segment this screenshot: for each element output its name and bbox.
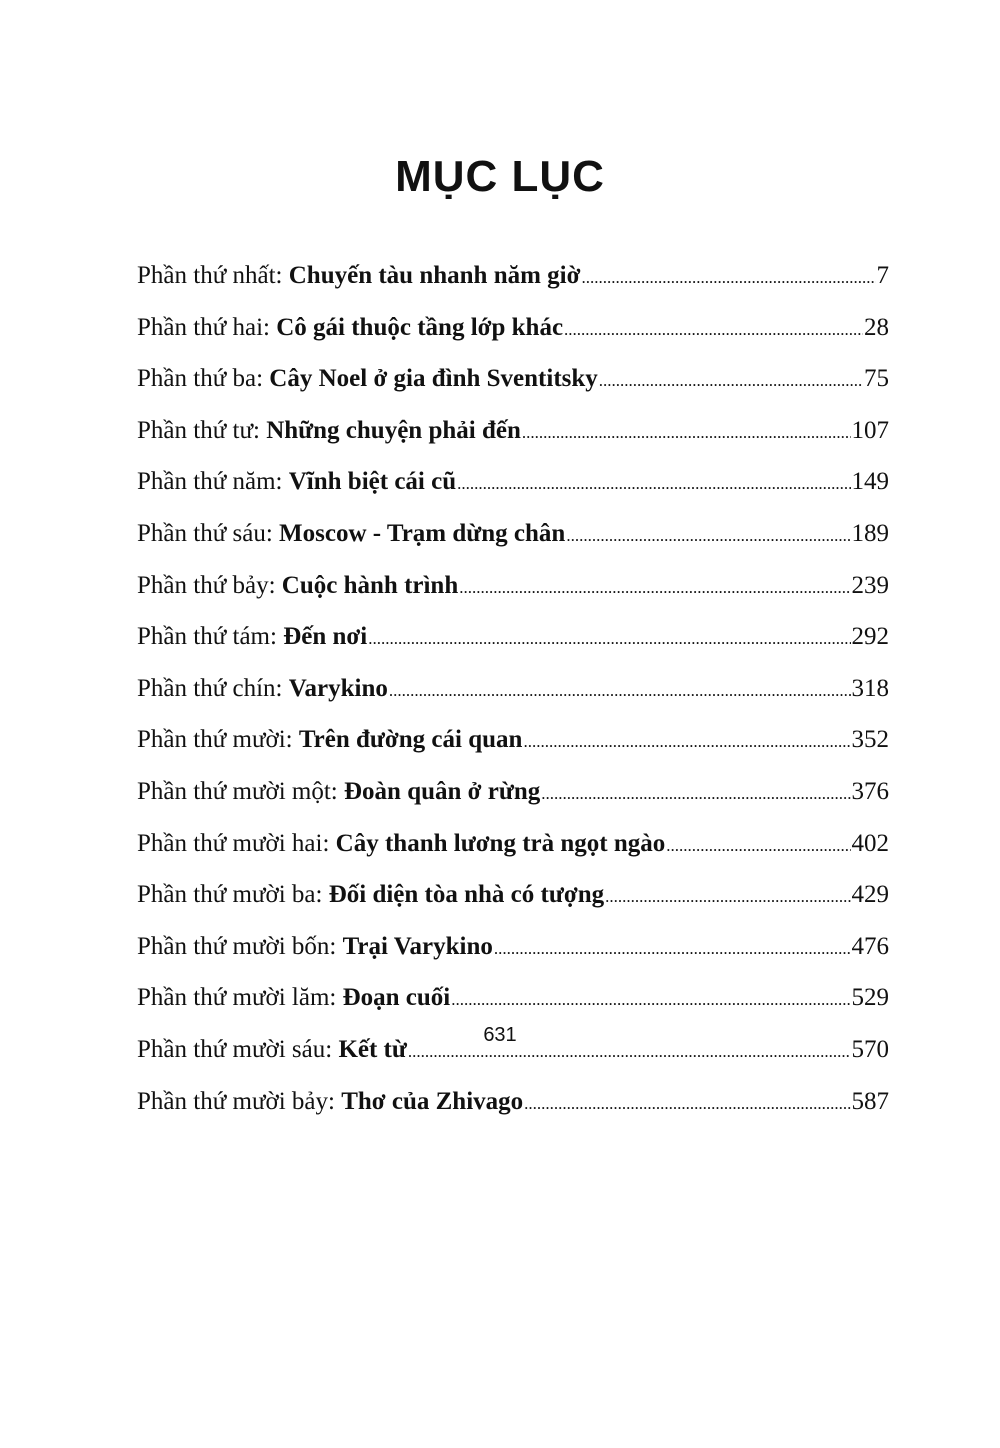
entry-page: 587 bbox=[851, 1087, 889, 1115]
toc-entry bbox=[137, 262, 889, 314]
entry-title: Trại Varykino bbox=[342, 932, 493, 960]
entry-prefix: Phần thứ mười sáu: bbox=[137, 1035, 339, 1063]
entry-prefix: Phần thứ mười: bbox=[137, 726, 299, 754]
toc-entry bbox=[137, 726, 889, 778]
entry-prefix: Phần thứ mười bảy: bbox=[137, 1087, 342, 1115]
toc-entry bbox=[137, 933, 889, 985]
entry-page: 376 bbox=[851, 777, 889, 805]
entry-title: Trên đường cái quan bbox=[298, 726, 523, 754]
dot-leader bbox=[457, 474, 850, 494]
dot-leader bbox=[451, 990, 850, 1010]
dot-leader bbox=[494, 939, 851, 959]
entry-prefix: Phần thứ mười lăm: bbox=[137, 984, 343, 1012]
entry-title: Đoạn cuối bbox=[342, 984, 451, 1012]
entry-title: Đến nơi bbox=[283, 623, 368, 651]
entry-page: 107 bbox=[851, 416, 889, 444]
entry-title: Đối diện tòa nhà có tượng bbox=[328, 881, 605, 909]
entry-title: Những chuyện phải đến bbox=[266, 416, 521, 444]
toc-entry bbox=[137, 468, 889, 520]
dot-leader bbox=[524, 1094, 850, 1114]
entry-title: Đoàn quân ở rừng bbox=[344, 777, 541, 805]
entry-prefix: Phần thứ mười hai: bbox=[137, 829, 336, 857]
entry-page: 239 bbox=[851, 571, 889, 599]
entry-title: Vĩnh biệt cái cũ bbox=[288, 468, 457, 496]
entry-page: 570 bbox=[851, 1035, 889, 1063]
dot-leader bbox=[564, 320, 863, 340]
dot-leader bbox=[666, 836, 850, 856]
toc-entry bbox=[137, 881, 889, 933]
entry-prefix: Phần thứ tư: bbox=[137, 416, 267, 444]
dot-leader bbox=[389, 681, 851, 701]
entry-page: 318 bbox=[851, 674, 889, 702]
entry-title: Cô gái thuộc tầng lớp khác bbox=[276, 313, 564, 341]
entry-prefix: Phần thứ mười ba: bbox=[137, 881, 329, 909]
dot-leader bbox=[459, 578, 850, 598]
entry-page: 28 bbox=[864, 313, 889, 341]
dot-leader bbox=[522, 423, 851, 443]
entry-page: 352 bbox=[851, 726, 889, 754]
toc-entry bbox=[137, 1088, 889, 1140]
entry-prefix: Phần thứ mười bốn: bbox=[137, 932, 343, 960]
entry-page: 402 bbox=[851, 829, 889, 857]
entry-title: Thơ của Zhivago bbox=[341, 1087, 524, 1115]
toc-entry bbox=[137, 572, 889, 624]
toc-entry bbox=[137, 520, 889, 572]
entry-page: 7 bbox=[876, 262, 889, 289]
entry-title: Cuộc hành trình bbox=[281, 571, 459, 599]
entry-title: Moscow - Trạm dừng chân bbox=[279, 519, 566, 547]
entry-prefix: Phần thứ nhất: bbox=[137, 262, 289, 289]
entry-title: Cây thanh lương trà ngọt ngào bbox=[335, 829, 666, 857]
page-title: MỤC LỤC bbox=[395, 152, 605, 201]
page-number: 631 bbox=[483, 1024, 517, 1046]
entry-prefix: Phần thứ chín: bbox=[137, 674, 289, 702]
entry-prefix: Phần thứ hai: bbox=[137, 313, 277, 341]
entry-page: 292 bbox=[851, 623, 889, 651]
dot-leader bbox=[605, 887, 850, 907]
entry-page: 476 bbox=[851, 932, 889, 960]
entry-page: 149 bbox=[851, 468, 889, 496]
entry-title: Chuyến tàu nhanh năm giờ bbox=[288, 262, 581, 289]
entry-prefix: Phần thứ bảy: bbox=[137, 571, 282, 599]
entry-page: 429 bbox=[851, 881, 889, 909]
toc-entry bbox=[137, 417, 889, 469]
entry-title: Cây Noel ở gia đình Sventitsky bbox=[269, 365, 598, 393]
table-of-contents bbox=[137, 262, 889, 1139]
toc-entry bbox=[137, 830, 889, 882]
dot-leader bbox=[581, 268, 875, 288]
entry-page: 189 bbox=[851, 519, 889, 547]
entry-title: Varykino bbox=[288, 674, 388, 702]
toc-entry bbox=[137, 623, 889, 675]
dot-leader bbox=[566, 526, 850, 546]
entry-prefix: Phần thứ năm: bbox=[137, 468, 289, 496]
dot-leader bbox=[599, 371, 863, 391]
dot-leader bbox=[541, 784, 850, 804]
dot-leader bbox=[368, 629, 850, 649]
entry-page: 529 bbox=[851, 984, 889, 1012]
toc-entry bbox=[137, 365, 889, 417]
entry-prefix: Phần thứ ba: bbox=[137, 365, 270, 393]
entry-prefix: Phần thứ tám: bbox=[137, 623, 284, 651]
dot-leader bbox=[523, 732, 850, 752]
toc-entry bbox=[137, 675, 889, 727]
toc-entry bbox=[137, 314, 889, 366]
entry-page: 75 bbox=[864, 365, 889, 393]
entry-title: Kết từ bbox=[338, 1035, 407, 1063]
entry-prefix: Phần thứ sáu: bbox=[137, 519, 280, 547]
entry-prefix: Phần thứ mười một: bbox=[137, 777, 344, 805]
toc-entry bbox=[137, 778, 889, 830]
